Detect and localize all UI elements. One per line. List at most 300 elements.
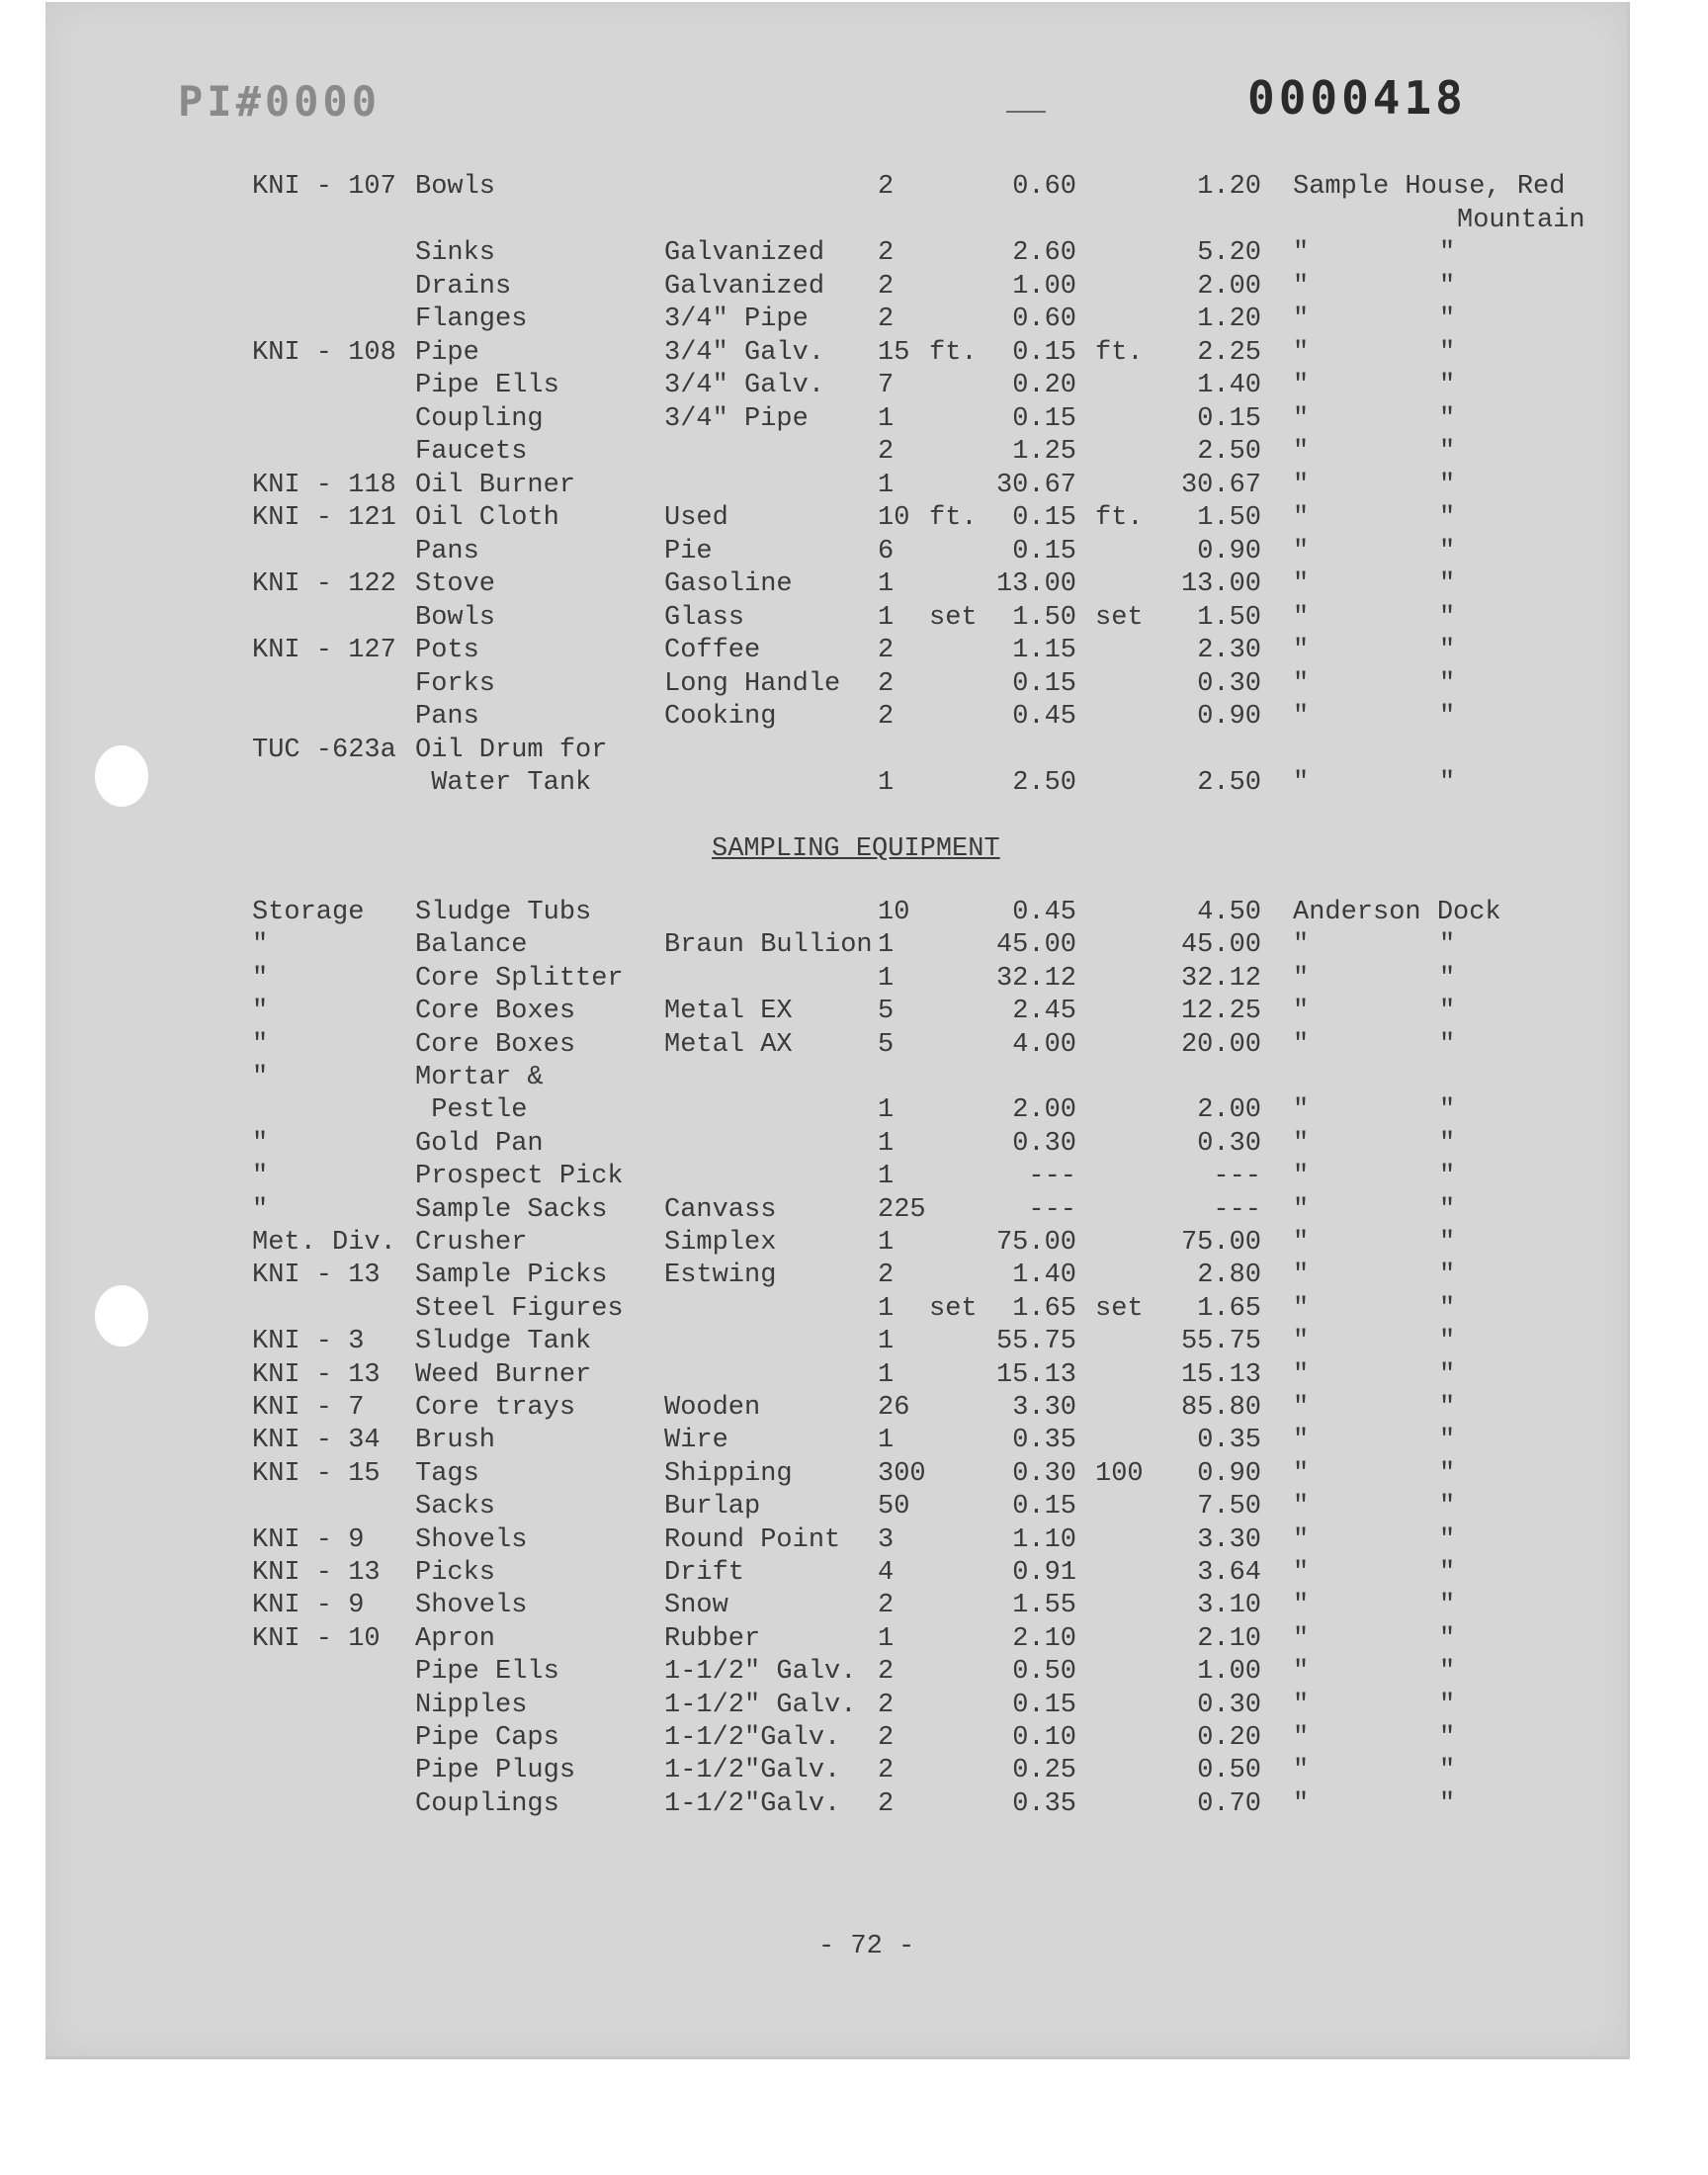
row-location-cont: " [1439,1162,1456,1192]
table-row [0,702,1708,736]
row-unit-price: 0.50 [1012,1657,1076,1688]
row-location: " [1293,1723,1310,1753]
row-item: Oil Burner [415,470,576,500]
row-description: Coffee [664,636,761,665]
row-item: Flanges [415,304,528,334]
row-quantity: 2 [878,1657,895,1688]
row-code: KNI - 34 [252,1426,381,1456]
row-quantity: 225 [878,1194,926,1225]
row-total: 0.35 [1197,1426,1261,1456]
row-quantity: 1 [878,1293,895,1324]
row-item: Couplings [415,1788,559,1819]
row-total: 12.25 [1180,997,1261,1027]
row-quantity: 2 [878,1690,895,1720]
row-location-cont: " [1439,668,1456,699]
row-location: " [1293,503,1310,533]
row-item: Oil Drum for [415,735,608,765]
row-total: 0.70 [1197,1788,1261,1819]
row-location: " [1293,602,1310,633]
table-row [0,1393,1708,1427]
row-code: KNI - 10 [252,1623,381,1654]
row-total: 0.50 [1197,1756,1261,1786]
row-quantity: 4 [878,1558,895,1588]
row-unit-price: 0.60 [1012,304,1076,334]
row-quantity: 1 [878,1327,895,1357]
row-item: Pestle [415,1095,528,1126]
row-description: 1-1/2"Galv. [664,1723,841,1753]
row-quantity-unit: ft. [929,337,978,368]
row-total: 2.50 [1197,437,1261,467]
row-quantity: 10 [878,503,910,533]
row-description: 1-1/2" Galv. [664,1657,857,1688]
table-row [0,1327,1708,1360]
row-item: Picks [415,1558,496,1588]
row-unit-price: 0.91 [1012,1558,1076,1588]
row-total: 1.50 [1197,602,1261,633]
row-item: Bowls [415,602,496,633]
row-quantity: 6 [878,536,895,566]
row-item: Pipe [415,337,479,368]
row-location: " [1293,437,1310,467]
row-location: " [1293,238,1310,268]
row-code: " [252,930,269,961]
row-unit-price: 1.25 [1012,437,1076,467]
row-item: Forks [415,668,496,699]
row-unit-price: 1.15 [1012,636,1076,665]
row-description: Pie [664,536,713,566]
row-location: " [1293,668,1310,699]
table-row [0,1095,1708,1129]
row-code: KNI - 107 [252,172,396,202]
row-code: KNI - 7 [252,1393,365,1423]
row-unit-price: 45.00 [995,930,1076,961]
row-unit-price: 0.30 [1012,1458,1076,1489]
row-location: " [1293,536,1310,566]
row-code: KNI - 13 [252,1558,381,1588]
row-location-cont: " [1439,1623,1456,1654]
row-location: " [1293,1657,1310,1688]
row-item: Prospect Pick [415,1162,624,1192]
row-description: Gasoline [664,569,793,599]
row-location: " [1293,1162,1310,1192]
row-unit-price: 1.55 [1012,1591,1076,1621]
stamp-left: PI#0000 [178,77,382,126]
row-code: Met. Div. [252,1228,396,1258]
row-quantity-unit: ft. [929,503,978,533]
row-description: Braun Bullion [664,930,873,961]
row-quantity: 1 [878,470,895,500]
row-item: Oil Cloth [415,503,559,533]
row-code: KNI - 13 [252,1261,381,1291]
table-row [0,238,1708,272]
row-quantity: 2 [878,702,895,732]
table-row [0,471,1708,504]
row-quantity: 1 [878,1162,895,1192]
row-code: TUC -623a [252,735,396,765]
row-location-cont: " [1439,437,1456,467]
row-description: 3/4" Pipe [664,403,809,434]
table-row [0,371,1708,404]
row-code: " [252,1162,269,1192]
row-location: " [1293,1261,1310,1291]
table-row [0,1624,1708,1658]
row-code: KNI - 118 [252,470,396,500]
row-location: " [1293,963,1310,994]
row-total: 1.00 [1197,1657,1261,1688]
row-unit-price: 0.15 [1012,536,1076,566]
table-row [0,1261,1708,1294]
row-unit-price: 0.15 [1012,1690,1076,1720]
row-item: Coupling [415,403,544,434]
row-location: Anderson Dock [1293,898,1501,927]
row-location: " [1293,1293,1310,1324]
row-item: Pans [415,702,479,732]
row-quantity: 10 [878,898,910,927]
row-unit-price: 0.25 [1012,1756,1076,1786]
row-total: 13.00 [1180,569,1261,599]
row-total: 0.90 [1197,536,1261,566]
row-quantity: 1 [878,1095,895,1126]
row-location-cont: " [1439,1095,1456,1126]
row-location-cont: " [1439,930,1456,961]
row-location: " [1293,1029,1310,1060]
row-location: " [1293,1591,1310,1621]
row-location: " [1293,271,1310,302]
table-row [0,930,1708,964]
row-description: Simplex [664,1228,777,1258]
row-quantity: 7 [878,371,895,400]
row-location-cont: " [1439,536,1456,566]
table-row [0,206,1708,239]
row-location: " [1293,1756,1310,1786]
table-row [0,997,1708,1030]
row-location: " [1293,1558,1310,1588]
row-total: 0.90 [1197,702,1261,732]
row-item: Faucets [415,437,528,467]
row-unit-price: 1.50 [1012,602,1076,633]
row-item: Sludge Tubs [415,898,592,927]
row-item: Sample Sacks [415,1194,608,1225]
row-total: 2.00 [1197,1095,1261,1126]
row-location-cont: " [1439,1128,1456,1159]
row-item: Sludge Tank [415,1327,592,1357]
row-description: Metal AX [664,1029,793,1060]
row-description: 3/4" Galv. [664,337,825,368]
row-unit-price: 3.30 [1012,1393,1076,1423]
row-quantity: 2 [878,1756,895,1786]
row-location: " [1293,1095,1310,1126]
row-location: " [1293,1393,1310,1423]
row-item: Stove [415,569,496,599]
row-total: 3.64 [1197,1558,1261,1588]
row-quantity: 2 [878,1788,895,1819]
row-total: 15.13 [1180,1359,1261,1390]
row-location: " [1293,1458,1310,1489]
row-location: Sample House, Red [1293,172,1566,202]
row-total: 1.65 [1197,1293,1261,1324]
table-row [0,1789,1708,1823]
row-total: 2.80 [1197,1261,1261,1291]
table-row [0,1657,1708,1691]
table-row [0,1492,1708,1525]
row-unit-price: 15.13 [995,1359,1076,1390]
row-location: " [1293,304,1310,334]
row-item: Pipe Caps [415,1723,559,1753]
row-location-cont: " [1439,1690,1456,1720]
row-total: 2.10 [1197,1623,1261,1654]
row-location: " [1293,1359,1310,1390]
row-location-cont: " [1439,337,1456,368]
row-code: KNI - 15 [252,1458,381,1489]
row-quantity: 1 [878,1228,895,1258]
row-code: KNI - 9 [252,1524,365,1555]
row-description: Snow [664,1591,728,1621]
row-code: " [252,1063,269,1092]
table-row [0,404,1708,438]
row-description: Galvanized [664,271,825,302]
row-description: Rubber [664,1623,761,1654]
row-item: Mortar & [415,1063,544,1092]
row-code: " [252,997,269,1027]
row-unit-price-unit: ft. [1095,503,1144,533]
row-location: " [1293,1228,1310,1258]
row-description: 1-1/2"Galv. [664,1756,841,1786]
row-unit-price: 1.65 [1012,1293,1076,1324]
row-unit-price: 0.30 [1012,1128,1076,1159]
row-location-cont: " [1439,403,1456,434]
table-row [0,1558,1708,1592]
row-unit-price: 2.60 [1012,238,1076,268]
row-item: Balance [415,930,528,961]
row-location: " [1293,337,1310,368]
table-row [0,736,1708,769]
row-location: " [1293,470,1310,500]
row-item: Pots [415,636,479,665]
row-location-cont: " [1439,997,1456,1027]
row-unit-price: 0.60 [1012,172,1076,202]
row-location-cont: " [1439,1458,1456,1489]
table-row [0,1691,1708,1724]
row-description: Cooking [664,702,777,732]
row-description: Long Handle [664,668,841,699]
row-item: Bowls [415,172,496,202]
row-location: " [1293,569,1310,599]
row-item: Pans [415,536,479,566]
row-total: --- [1213,1194,1261,1225]
row-code: KNI - 122 [252,569,396,599]
table-row [0,1129,1708,1163]
row-location-cont: " [1439,1723,1456,1753]
row-quantity: 2 [878,1591,895,1621]
table-row [0,1294,1708,1328]
row-description: Shipping [664,1458,793,1489]
row-unit-price: 0.10 [1012,1723,1076,1753]
row-location-cont: " [1439,1558,1456,1588]
row-total: 45.00 [1180,930,1261,961]
row-total: 3.30 [1197,1524,1261,1555]
row-item: Core Boxes [415,997,576,1027]
row-total: 1.20 [1197,304,1261,334]
row-quantity: 15 [878,337,910,368]
table-row [0,1426,1708,1459]
row-item: Core Boxes [415,1029,576,1060]
row-total: 0.90 [1197,1458,1261,1489]
row-unit-price: 75.00 [995,1228,1076,1258]
row-description: 1-1/2" Galv. [664,1690,857,1720]
row-total: 0.30 [1197,1690,1261,1720]
row-total: 2.30 [1197,636,1261,665]
row-unit-price: 0.45 [1012,898,1076,927]
row-total: 2.25 [1197,337,1261,368]
row-code: KNI - 121 [252,503,396,533]
row-quantity: 1 [878,930,895,961]
row-unit-price: 0.35 [1012,1788,1076,1819]
table-row [0,1360,1708,1394]
row-location: " [1293,1623,1310,1654]
row-description: 3/4" Galv. [664,371,825,400]
row-total: 55.75 [1180,1327,1261,1357]
row-location: " [1293,636,1310,665]
row-total: 85.80 [1180,1393,1261,1423]
row-item: Water Tank [415,768,592,798]
table-row [0,636,1708,669]
row-quantity: 2 [878,1261,895,1291]
row-item: Pipe Plugs [415,1756,576,1786]
row-quantity: 1 [878,569,895,599]
row-quantity: 2 [878,271,895,302]
row-item: Brush [415,1426,496,1456]
row-unit-price: 0.15 [1012,503,1076,533]
row-location: " [1293,1194,1310,1225]
row-location-cont: " [1439,1261,1456,1291]
row-item: Crusher [415,1228,528,1258]
table-row [0,338,1708,372]
row-quantity: 3 [878,1524,895,1555]
row-unit-price: 30.67 [995,470,1076,500]
row-location-cont: " [1439,238,1456,268]
row-quantity: 1 [878,1128,895,1159]
row-location: " [1293,403,1310,434]
row-total: 0.30 [1197,1128,1261,1159]
row-description: Used [664,503,728,533]
row-quantity: 2 [878,238,895,268]
table-row [0,898,1708,931]
row-unit-price: 32.12 [995,963,1076,994]
dash-mark [1006,111,1046,113]
row-code: " [252,963,269,994]
row-location: " [1293,1128,1310,1159]
row-quantity: 1 [878,1623,895,1654]
row-location-cont: " [1439,768,1456,798]
row-unit-price-unit: set [1095,602,1144,633]
row-item: Nipples [415,1690,528,1720]
row-unit-price-unit: set [1095,1293,1144,1324]
table-row [0,537,1708,570]
table-row [0,437,1708,471]
row-quantity: 26 [878,1393,910,1423]
table-row [0,1063,1708,1096]
row-total: --- [1213,1162,1261,1192]
row-quantity: 2 [878,1723,895,1753]
row-total: 30.67 [1180,470,1261,500]
row-code: KNI - 9 [252,1591,365,1621]
row-description: 3/4" Pipe [664,304,809,334]
row-location-cont: " [1439,271,1456,302]
row-location-cont: " [1439,1591,1456,1621]
row-total: 32.12 [1180,963,1261,994]
table-row [0,503,1708,537]
row-location-cont: " [1439,702,1456,732]
row-unit-price: 1.00 [1012,271,1076,302]
row-unit-price: 0.45 [1012,702,1076,732]
row-unit-price: 0.35 [1012,1426,1076,1456]
row-total: 1.40 [1197,371,1261,400]
row-quantity: 2 [878,437,895,467]
table-row [0,1228,1708,1262]
table-row [0,1591,1708,1624]
row-unit-price: 2.10 [1012,1623,1076,1654]
row-quantity: 2 [878,304,895,334]
row-item: Tags [415,1458,479,1489]
row-unit-price: 55.75 [995,1327,1076,1357]
row-unit-price: 0.15 [1012,668,1076,699]
row-location: " [1293,1524,1310,1555]
row-description: Estwing [664,1261,777,1291]
row-total: 1.50 [1197,503,1261,533]
row-item: Apron [415,1623,496,1654]
row-unit-price: 1.10 [1012,1524,1076,1555]
row-location-cont: " [1439,304,1456,334]
row-location: " [1293,1426,1310,1456]
row-item: Core trays [415,1393,576,1423]
row-quantity: 5 [878,1029,895,1060]
table-row [0,1195,1708,1229]
row-location-cont: " [1439,636,1456,665]
row-location-cont: " [1439,1657,1456,1688]
row-location: " [1293,371,1310,400]
row-description: Wooden [664,1393,761,1423]
row-location-cont: " [1439,1788,1456,1819]
row-total: 7.50 [1197,1492,1261,1522]
row-unit-price: 0.15 [1012,337,1076,368]
row-item: Drains [415,271,512,302]
row-description: Drift [664,1558,745,1588]
row-description: Burlap [664,1492,761,1522]
stamp-right: 0000418 [1247,71,1467,125]
row-code: " [252,1128,269,1159]
row-unit-price: 0.15 [1012,403,1076,434]
row-description: Canvass [664,1194,777,1225]
row-quantity: 1 [878,963,895,994]
row-quantity: 5 [878,997,895,1027]
row-total: 3.10 [1197,1591,1261,1621]
table-row [0,768,1708,802]
row-unit-price: 4.00 [1012,1029,1076,1060]
row-location: " [1293,930,1310,961]
row-code: KNI - 13 [252,1359,381,1390]
row-unit-price-unit: ft. [1095,337,1144,368]
row-unit-price: 1.40 [1012,1261,1076,1291]
table-row [0,569,1708,603]
row-location-cont: " [1439,1228,1456,1258]
row-location: " [1293,1327,1310,1357]
row-location-cont: " [1439,1029,1456,1060]
row-code: Storage [252,898,365,927]
row-total: 5.20 [1197,238,1261,268]
row-item: Shovels [415,1524,528,1555]
row-location-cont: " [1439,503,1456,533]
row-item: Core Splitter [415,963,624,994]
